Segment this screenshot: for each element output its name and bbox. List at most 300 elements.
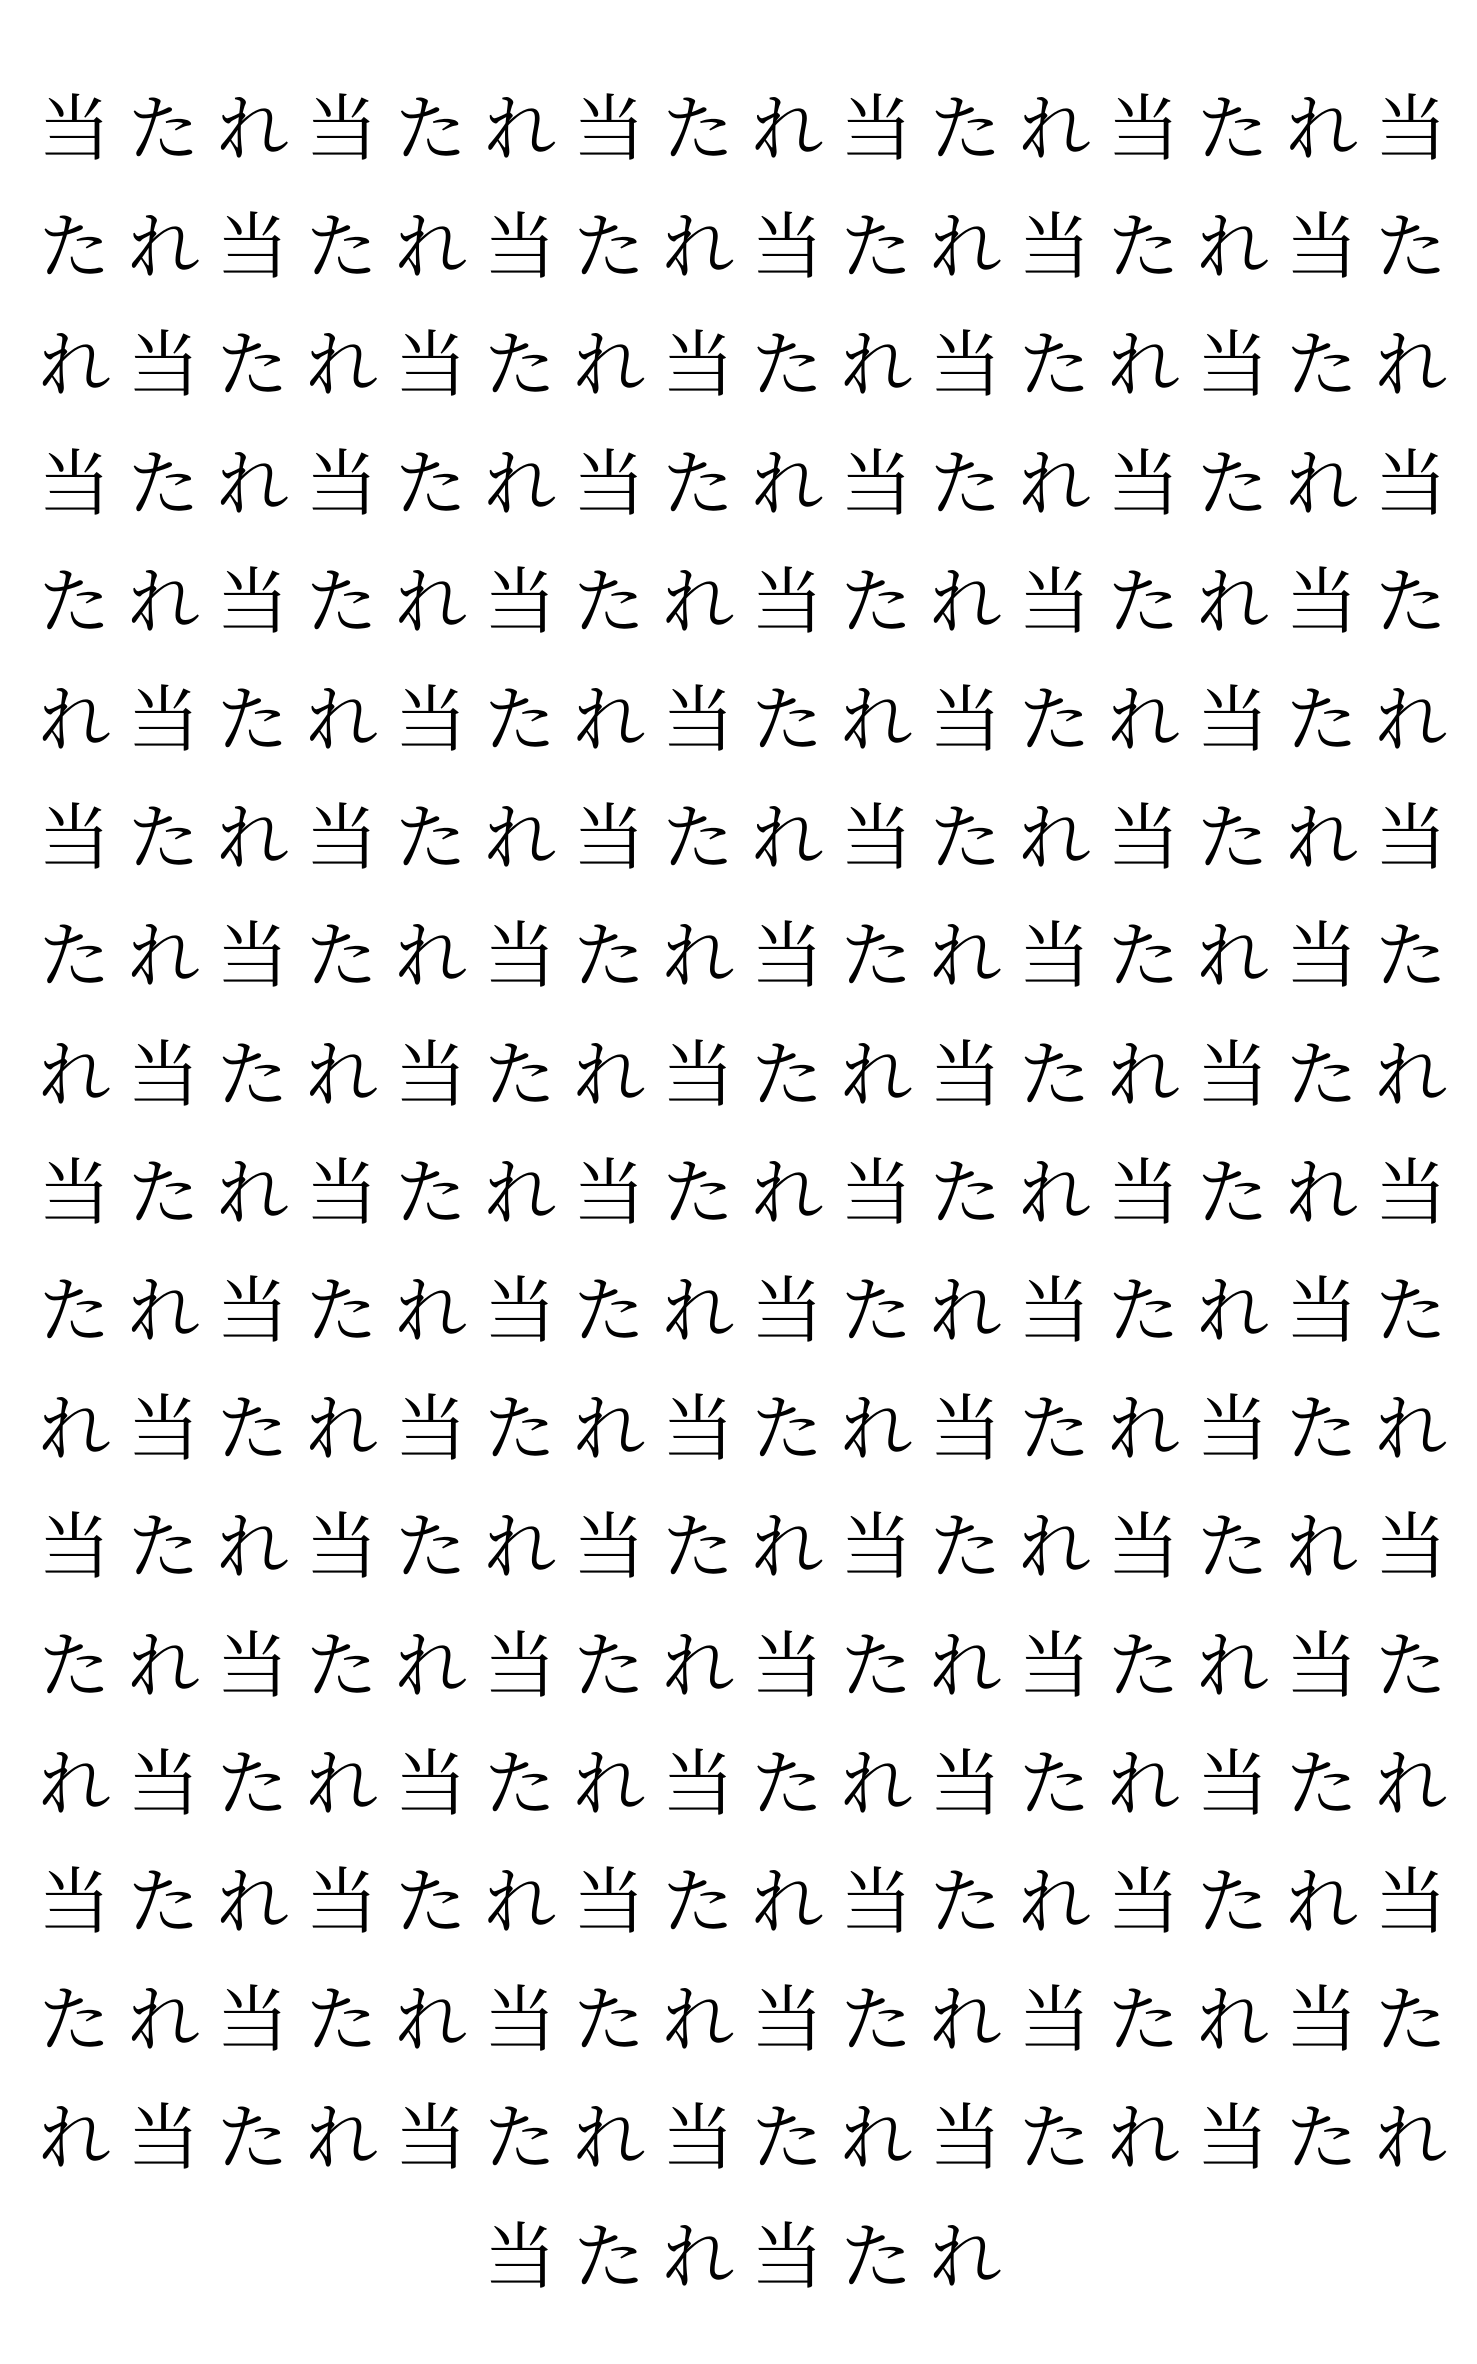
text-char: 当 [1107,1505,1180,1590]
text-char: れ [483,1150,556,1235]
text-char: れ [1285,796,1358,881]
text-char: 当 [1018,559,1091,644]
text-char: た [1374,1978,1447,2063]
text-char: た [1018,323,1091,408]
text-char: た [662,1150,735,1235]
text-char: 当 [394,1741,467,1826]
text-line [0,1016,1477,1134]
text-char: れ [216,1505,289,1590]
text-char: れ [1374,2096,1447,2181]
text-char: た [1196,796,1269,881]
text-char: れ [483,1860,556,1944]
text-char: 当 [1285,1623,1358,1708]
text-char: た [394,441,467,526]
text-char: 当 [1196,678,1269,762]
text-char: た [483,2096,556,2181]
text-line [0,70,1477,188]
text-char: れ [305,1387,378,1472]
text-char: れ [840,323,913,408]
text-char: た [1374,914,1447,999]
text-char: た [751,2096,824,2181]
text-char: れ [305,1032,378,1117]
text-char: た [1107,1978,1180,2063]
text-line [0,1252,1477,1370]
text-char: れ [1018,1505,1091,1590]
text-char: れ [929,2214,1002,2299]
text-char: れ [1196,1269,1269,1353]
text-char: 当 [305,1860,378,1944]
text-char: た [1018,1032,1091,1117]
text-char: た [127,796,200,881]
text-char: 当 [1374,441,1447,526]
text-char: 当 [38,1505,111,1590]
text-char: れ [573,678,646,762]
text-char: た [127,441,200,526]
text-line [0,1843,1477,1961]
text-char: れ [1107,1387,1180,1472]
text-char: た [840,1269,913,1353]
text-char: 当 [1018,1269,1091,1353]
text-char: 当 [662,1741,735,1826]
text-char: た [1196,1860,1269,1944]
text-char: 当 [38,441,111,526]
text-char: た [573,1269,646,1353]
text-char: 当 [573,1505,646,1590]
text-line [0,306,1477,424]
text-char: た [38,1978,111,2063]
text-char: れ [751,1860,824,1944]
text-char: れ [38,1387,111,1472]
text-char: 当 [751,205,824,290]
text-line [0,425,1477,543]
text-char: 当 [216,1978,289,2063]
text-line [0,1607,1477,1725]
text-char: れ [483,87,556,171]
text-char: た [929,441,1002,526]
text-char: 当 [305,87,378,171]
text-char: れ [662,914,735,999]
text-char: 当 [751,1269,824,1353]
text-char: た [38,914,111,999]
text-char: 当 [1285,914,1358,999]
text-char: 当 [1196,323,1269,408]
text-char: た [127,1860,200,1944]
text-char: れ [1374,1741,1447,1826]
text-char: 当 [840,1860,913,1944]
text-char: た [1018,1741,1091,1826]
text-char: れ [1285,1150,1358,1235]
text-line [0,2198,1477,2316]
text-char: た [1107,1269,1180,1353]
text-char: た [1107,205,1180,290]
text-char: れ [1107,1032,1180,1117]
text-char: た [38,1269,111,1353]
text-char: た [216,1032,289,1117]
text-char: れ [662,1978,735,2063]
text-char: た [305,559,378,644]
text-char: 当 [573,1860,646,1944]
text-char: た [483,1032,556,1117]
text-char: た [840,559,913,644]
text-char: た [1374,205,1447,290]
text-char: 当 [840,796,913,881]
text-char: れ [1196,1623,1269,1708]
text-char: 当 [751,1623,824,1708]
text-char: れ [1018,441,1091,526]
text-char: た [929,1505,1002,1590]
text-char: れ [1285,1860,1358,1944]
text-char: た [751,1032,824,1117]
text-char: 当 [305,1505,378,1590]
text-char: 当 [929,678,1002,762]
text-char: た [483,323,556,408]
text-char: 当 [662,323,735,408]
text-char: 当 [662,1387,735,1472]
text-char: れ [662,2214,735,2299]
text-char: 当 [1196,1032,1269,1117]
text-char: れ [1196,205,1269,290]
text-char: 当 [394,1387,467,1472]
text-line [0,543,1477,661]
text-char: た [127,87,200,171]
text-char: 当 [127,678,200,762]
text-char: れ [1018,1150,1091,1235]
text-char: 当 [840,441,913,526]
text-char: れ [662,1623,735,1708]
text-char: れ [127,559,200,644]
text-char: 当 [662,1032,735,1117]
text-char: れ [38,2096,111,2181]
text-char: 当 [127,1032,200,1117]
text-char: れ [1107,2096,1180,2181]
text-char: た [662,87,735,171]
text-char: 当 [216,1269,289,1353]
text-char: た [1196,1150,1269,1235]
text-char: た [1285,1032,1358,1117]
text-char: 当 [1018,1978,1091,2063]
text-char: れ [1107,678,1180,762]
text-char: れ [1374,1032,1447,1117]
text-char: れ [929,559,1002,644]
text-char: た [662,1505,735,1590]
text-char: れ [840,678,913,762]
text-char: 当 [1374,796,1447,881]
text-char: れ [662,1269,735,1353]
text-char: た [1107,559,1180,644]
text-char: た [216,1741,289,1826]
text-char: 当 [751,2214,824,2299]
text-char: 当 [483,1623,556,1708]
text-char: 当 [1107,796,1180,881]
text-char: れ [573,1387,646,1472]
text-char: た [1018,2096,1091,2181]
text-line [0,1725,1477,1843]
text-char: 当 [127,1741,200,1826]
text-char: れ [127,1623,200,1708]
text-char: れ [38,678,111,762]
text-char: れ [1285,441,1358,526]
text-char: た [573,205,646,290]
text-char: れ [840,1032,913,1117]
text-char: れ [1196,559,1269,644]
text-char: 当 [840,1150,913,1235]
text-char: れ [394,1623,467,1708]
text-char: 当 [840,1505,913,1590]
text-char: 当 [929,1387,1002,1472]
text-char: 当 [751,914,824,999]
text-char: 当 [127,2096,200,2181]
text-char: た [573,1623,646,1708]
text-char: た [1285,323,1358,408]
text-char: た [127,1505,200,1590]
text-char: 当 [1285,559,1358,644]
text-char: た [1196,1505,1269,1590]
text-char: れ [1018,1860,1091,1944]
text-char: 当 [1107,1860,1180,1944]
text-char: れ [751,1150,824,1235]
text-char: 当 [127,1387,200,1472]
text-line [0,2079,1477,2197]
text-char: 当 [1018,205,1091,290]
text-char: れ [1196,914,1269,999]
text-char: れ [662,205,735,290]
text-line [0,1370,1477,1488]
text-line [0,897,1477,1015]
text-char: 当 [127,323,200,408]
text-char: れ [394,205,467,290]
text-char: た [840,1623,913,1708]
text-char: れ [127,914,200,999]
text-char: た [305,205,378,290]
text-char: 当 [662,2096,735,2181]
text-char: た [1285,1741,1358,1826]
text-char: た [394,796,467,881]
text-char: 当 [305,796,378,881]
text-char: た [1374,1623,1447,1708]
text-char: れ [394,1269,467,1353]
text-char: れ [840,1387,913,1472]
text-char: 当 [216,205,289,290]
text-char: た [1196,87,1269,171]
text-char: れ [38,323,111,408]
text-char: た [929,1150,1002,1235]
text-char: れ [38,1741,111,1826]
text-char: 当 [1374,1860,1447,1944]
text-char: 当 [216,914,289,999]
text-char: た [662,796,735,881]
text-char: た [1374,1269,1447,1353]
text-char: た [573,914,646,999]
text-char: れ [929,205,1002,290]
text-char: 当 [929,2096,1002,2181]
text-char: 当 [929,1032,1002,1117]
text-char: た [840,205,913,290]
text-char: 当 [1374,1505,1447,1590]
text-char: 当 [216,1623,289,1708]
text-char: た [216,323,289,408]
text-char: れ [573,1032,646,1117]
text-char: 当 [1285,1269,1358,1353]
text-char: れ [662,559,735,644]
text-line [0,188,1477,306]
text-char: た [573,1978,646,2063]
text-char: れ [127,1269,200,1353]
text-char: れ [573,1741,646,1826]
text-char: た [1374,559,1447,644]
text-char: た [1107,914,1180,999]
text-char: れ [929,1978,1002,2063]
text-char: 当 [394,2096,467,2181]
text-char: た [751,1741,824,1826]
text-char: た [751,323,824,408]
text-char: 当 [483,205,556,290]
text-char: 当 [305,1150,378,1235]
text-char: た [305,1978,378,2063]
text-char: た [483,1387,556,1472]
text-char: 当 [929,1741,1002,1826]
text-char: た [305,1623,378,1708]
text-char: 当 [38,796,111,881]
text-char: れ [483,1505,556,1590]
text-char: れ [1018,87,1091,171]
text-char: れ [573,2096,646,2181]
text-char: 当 [573,796,646,881]
text-char: れ [38,1032,111,1117]
text-char: れ [751,87,824,171]
text-char: 当 [751,559,824,644]
text-char: れ [751,441,824,526]
text-char: た [751,678,824,762]
text-char: れ [483,796,556,881]
text-char: 当 [216,559,289,644]
text-char: た [1285,678,1358,762]
text-char: 当 [1374,87,1447,171]
text-char: れ [929,1269,1002,1353]
text-char: 当 [1196,2096,1269,2181]
text-char: れ [1018,796,1091,881]
text-char: れ [216,1150,289,1235]
text-char: れ [305,323,378,408]
text-char: れ [394,1978,467,2063]
text-line [0,1488,1477,1606]
text-char: た [929,796,1002,881]
text-char: れ [1196,1978,1269,2063]
text-char: れ [1285,1505,1358,1590]
text-char: れ [305,678,378,762]
text-line [0,661,1477,779]
text-char: れ [216,87,289,171]
text-char: れ [305,1741,378,1826]
text-char: 当 [1107,87,1180,171]
text-char: れ [1374,1387,1447,1472]
text-char: た [751,1387,824,1472]
text-char: れ [216,441,289,526]
text-char: た [216,2096,289,2181]
text-char: 当 [1196,1741,1269,1826]
text-char: 当 [483,1978,556,2063]
text-char: れ [216,1860,289,1944]
text-char: れ [1374,323,1447,408]
text-char: た [305,1269,378,1353]
text-char: れ [929,914,1002,999]
text-char: 当 [573,1150,646,1235]
text-char: た [127,1150,200,1235]
text-char: た [483,1741,556,1826]
text-char: 当 [1107,1150,1180,1235]
text-char: た [573,559,646,644]
text-char: れ [394,559,467,644]
text-char: 当 [483,914,556,999]
text-char: れ [216,796,289,881]
text-char: た [483,678,556,762]
text-char: た [394,1505,467,1590]
text-char: た [394,1150,467,1235]
text-char: れ [1285,87,1358,171]
text-char: 当 [573,441,646,526]
text-char: た [394,87,467,171]
text-char: れ [751,1505,824,1590]
text-char: た [1196,441,1269,526]
text-char: 当 [573,87,646,171]
text-char: た [929,1860,1002,1944]
text-char: た [840,2214,913,2299]
text-char: れ [751,796,824,881]
text-line [0,779,1477,897]
text-char: た [38,205,111,290]
text-char: 当 [662,678,735,762]
text-char: 当 [483,559,556,644]
text-char: た [38,1623,111,1708]
text-char: れ [394,914,467,999]
text-char: 当 [305,441,378,526]
text-char: 当 [38,1860,111,1944]
text-char: た [662,441,735,526]
text-char: 当 [1018,914,1091,999]
text-char: れ [483,441,556,526]
text-line [0,1134,1477,1252]
text-char: 当 [38,87,111,171]
text-char: 当 [929,323,1002,408]
text-char: れ [1107,1741,1180,1826]
text-char: た [1018,678,1091,762]
text-char: た [1285,2096,1358,2181]
text-char: た [394,1860,467,1944]
text-char: た [840,914,913,999]
text-char: 当 [483,1269,556,1353]
text-char: れ [929,1623,1002,1708]
text-char: 当 [38,1150,111,1235]
text-line [0,1961,1477,2079]
text-char: れ [1107,323,1180,408]
text-char: 当 [1285,205,1358,290]
text-char: 当 [1374,1150,1447,1235]
text-char: た [1018,1387,1091,1472]
text-char: た [929,87,1002,171]
text-char: れ [840,1741,913,1826]
text-char: れ [1374,678,1447,762]
text-char: 当 [394,1032,467,1117]
text-char: れ [127,1978,200,2063]
text-char: 当 [840,87,913,171]
text-char: た [305,914,378,999]
text-char: れ [573,323,646,408]
text-char: 当 [1285,1978,1358,2063]
text-char: れ [840,2096,913,2181]
text-char: 当 [1196,1387,1269,1472]
text-char: 当 [483,2214,556,2299]
text-char: 当 [394,678,467,762]
text-char: た [1285,1387,1358,1472]
